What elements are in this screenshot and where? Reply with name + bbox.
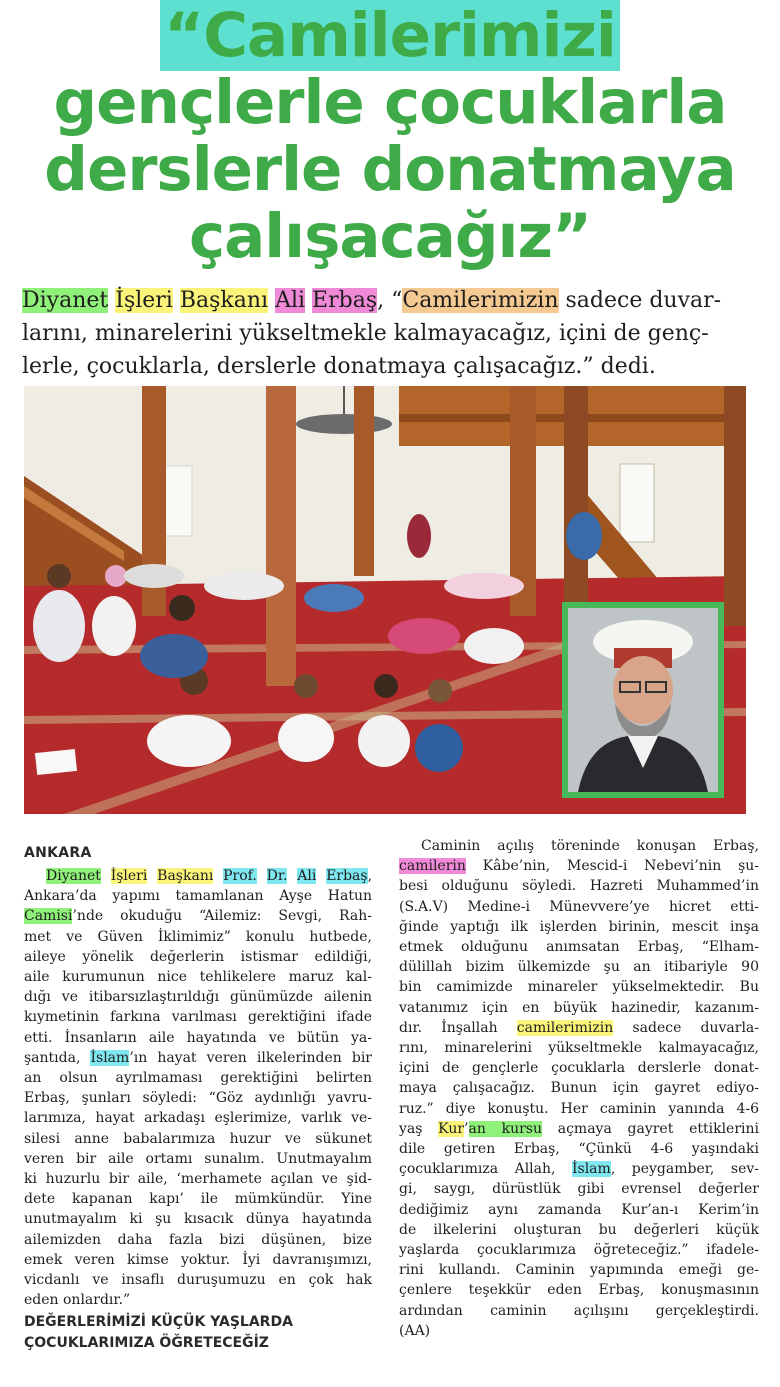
body-line: ki huzurlu bir aile, ‘merhamete açılan ve şid- [24,1171,372,1188]
hl-islam: İslam [571,1161,611,1178]
portrait-illustration [568,608,718,792]
headline-line-1 [0,2,780,69]
body-line: met ve Güven İklimimiz” konulu hutbede, [24,928,372,945]
lead-paragraph [22,284,762,383]
body-line: Erbaş, şunları söyledi: “Göz aydınlığı yavru- [24,1090,372,1107]
body-line: an olsun ayrılmaması gerektiğini belirten [24,1070,372,1087]
photo-pillar [266,386,296,686]
body-line: rını, minarelerini yükseltmekle kalmayacağız, [399,1040,759,1057]
body-line: dediğimiz aynı zamanda Kur’an-ı Kerim’in [399,1201,759,1218]
body-text: , peygamber, sev- [610,1161,759,1178]
body-line [399,1018,759,1038]
body-line: dığı ve itibarsızlaştırıldığı günümüzde ailenin [24,989,372,1006]
photo-pillar [354,386,374,576]
hl-isleri: İşleri [115,288,173,313]
hl-baskani: Başkanı [157,868,214,884]
body-text: dır. İnşallah [399,1019,517,1036]
hl-erbas: Erbaş [326,868,368,884]
body-line: emek veren kimse yoktur. İyi davranışımızı, [24,1251,372,1268]
headline-line-2: gençlerle çocuklarla [53,67,727,138]
lead-line-2: larını, minarelerini yükseltmekle kalmayacağız, içini de genç- [22,321,709,346]
hl-isleri: İşleri [110,868,148,884]
body-line [24,906,372,926]
body-line: de ilkelerini oluşturan bu değerleri küçük [399,1221,759,1238]
body-line: eden onlardır.” [24,1292,131,1309]
body-line: vatanımız için en büyük hazinedir, kazanım- [399,999,759,1016]
photo-paper [35,749,77,775]
hl-diyanet: Diyanet [46,868,101,884]
subheading-line-1: DEĞERLERİMİZİ KÜÇÜK YAŞLARDA [24,1314,293,1331]
article-left-column [24,842,372,1354]
headline-highlighted-word: “Camilerimizi [160,0,620,71]
hl-camilerin: camilerin [399,858,466,875]
body-line: larımıza, hayat arkadaşı eşlerimize, varlık ve- [24,1110,372,1127]
body-line: unutmayalım ki şu kısacık dünya hayatında [24,1211,372,1228]
body-text: ’nde okuduğu “Ailemiz: Sevgi, Rah- [72,908,372,925]
body-line: gi, saygı, dürüstlük gibi evrensel değerler [399,1181,759,1198]
lead-line-1 [22,284,762,317]
body-line [24,1048,372,1068]
body-line: (S.A.V) Medine-i Münevvere’ye hicret etti- [399,898,759,915]
photo-window [164,466,192,536]
hl-erbas: Erbaş [312,288,378,313]
body-line [399,856,759,876]
body-line: besi olduğunu söyledi. Hazreti Muhammed’in [399,878,759,895]
body-line: silesi anne babalarımıza huzur ve sükunet [24,1130,372,1147]
hl-camisi: Camisi [24,908,73,925]
body-text: ’ın hayat veren ilkelerinden bir [129,1049,372,1066]
lead-line-3: lerle, çocuklarla, derslerle donatmaya çalışacağız.” dedi. [22,354,656,379]
hl-diyanet: Diyanet [22,288,109,313]
body-line: Ankara’da yapımı tamamlanan Ayşe Hatun [24,888,372,905]
headline-line-3: derslerle donatmaya [44,134,736,205]
source-credit: (AA) [399,1322,431,1339]
body-line [24,866,372,886]
headline-line-4: çalışacağız” [188,201,592,272]
hl-camilerimizin: Camilerimizin [402,288,559,313]
body-line: ardından caminin açılışını gerçekleştirdi. [399,1302,759,1319]
hl-ali: Ali [297,868,317,884]
portrait-inset [562,602,724,798]
body-line: veren bir aile ortamı sunalım. Unutmayalım [24,1150,372,1167]
hl-dr: Dr. [266,868,288,884]
photo-pillar [564,386,588,636]
body-line: aileye yönelik değerlerin istismar edildiği, [24,948,372,965]
body-line [399,1119,759,1139]
body-text: Kâbe’nin, Mescid-i Nebevi’nin şu- [465,858,759,875]
body-line: kıymetinin farkına varılması gerektiğini ifade [24,1009,372,1026]
body-text: yaş [399,1120,439,1137]
lead-quote-mark: , “ [377,288,403,313]
body-text: sadece duvarla- [613,1019,759,1036]
body-line: dülillah bizim ülkemizde şu an itibariyle 90 [399,959,759,976]
hl-islam: İslam [90,1049,130,1066]
body-line: aile kurumunun nice tehlikelere maruz kal- [24,969,372,986]
body-line: ğinde yaptığı ilk işlerden birinin, mescit inşa [399,918,759,935]
hl-kur: Kur [438,1120,465,1137]
lead-line-1-rest: sadece duvar- [558,288,722,313]
photo-window [620,464,654,542]
body-line: etti. İnsanların aile hayatında ve bütün ya- [24,1029,372,1046]
article-right-column [399,836,759,1341]
photo-pillar [724,386,746,626]
headline [0,2,780,270]
body-text: şantıda, [24,1049,91,1066]
hl-ali: Ali [275,288,306,313]
dateline: ANKARA [24,845,92,861]
body-line: çenlere teşekkür eden Erbaş, konuşmasının [399,1282,759,1299]
hl-baskani: Başkanı [179,288,269,313]
body-line: yaşlarda çocuklarımıza öğreteceğiz.” ifadele- [399,1242,759,1259]
body-line: maya çalışacağız. Bunun için gayret ediyo- [399,1080,759,1097]
body-line: ailemizden daha fazla bizi düşünen, bize [24,1231,372,1248]
body-text: açmaya gayret ettiklerini [542,1120,759,1137]
body-line: dile getiren Erbaş, “Çünkü 4-6 yaşındaki [399,1141,759,1158]
hl-an-kursu: an kursu [468,1120,542,1137]
subheading-line-2: ÇOCUKLARIMIZA ÖĞRETECEĞİZ [24,1335,269,1352]
subheading [24,1312,372,1354]
body-text: çocuklarımıza Allah, [399,1161,572,1178]
body-line: vicdanlı ve insaflı duruşumuzu en çok hak [24,1272,372,1289]
body-line: etmek olduğunu anımsatan Erbaş, “Elham- [399,939,759,956]
body-line: içini de gençlerle çocuklarla derslerle donat- [399,1060,759,1077]
body-line: bin camimizde minareler yükselmektedir. Bu [399,979,759,996]
photo-chandelier [296,414,392,434]
hl-prof: Prof. [223,868,257,884]
body-text: , [367,868,373,884]
body-line [399,1159,759,1179]
body-line: Caminin açılış töreninde konuşan Erbaş, [421,838,759,854]
body-line: dete kapanan kapı’ ile mümkündür. Yine [24,1191,372,1208]
body-text: ’ [464,1120,469,1137]
body-line: rini kullandı. Caminin yapımında emeği ge- [399,1262,759,1279]
hl-camilerimizin: camilerimizin [516,1019,614,1036]
body-line: ruz.” diye konuştu. Her caminin yanında 4-6 [399,1100,759,1117]
